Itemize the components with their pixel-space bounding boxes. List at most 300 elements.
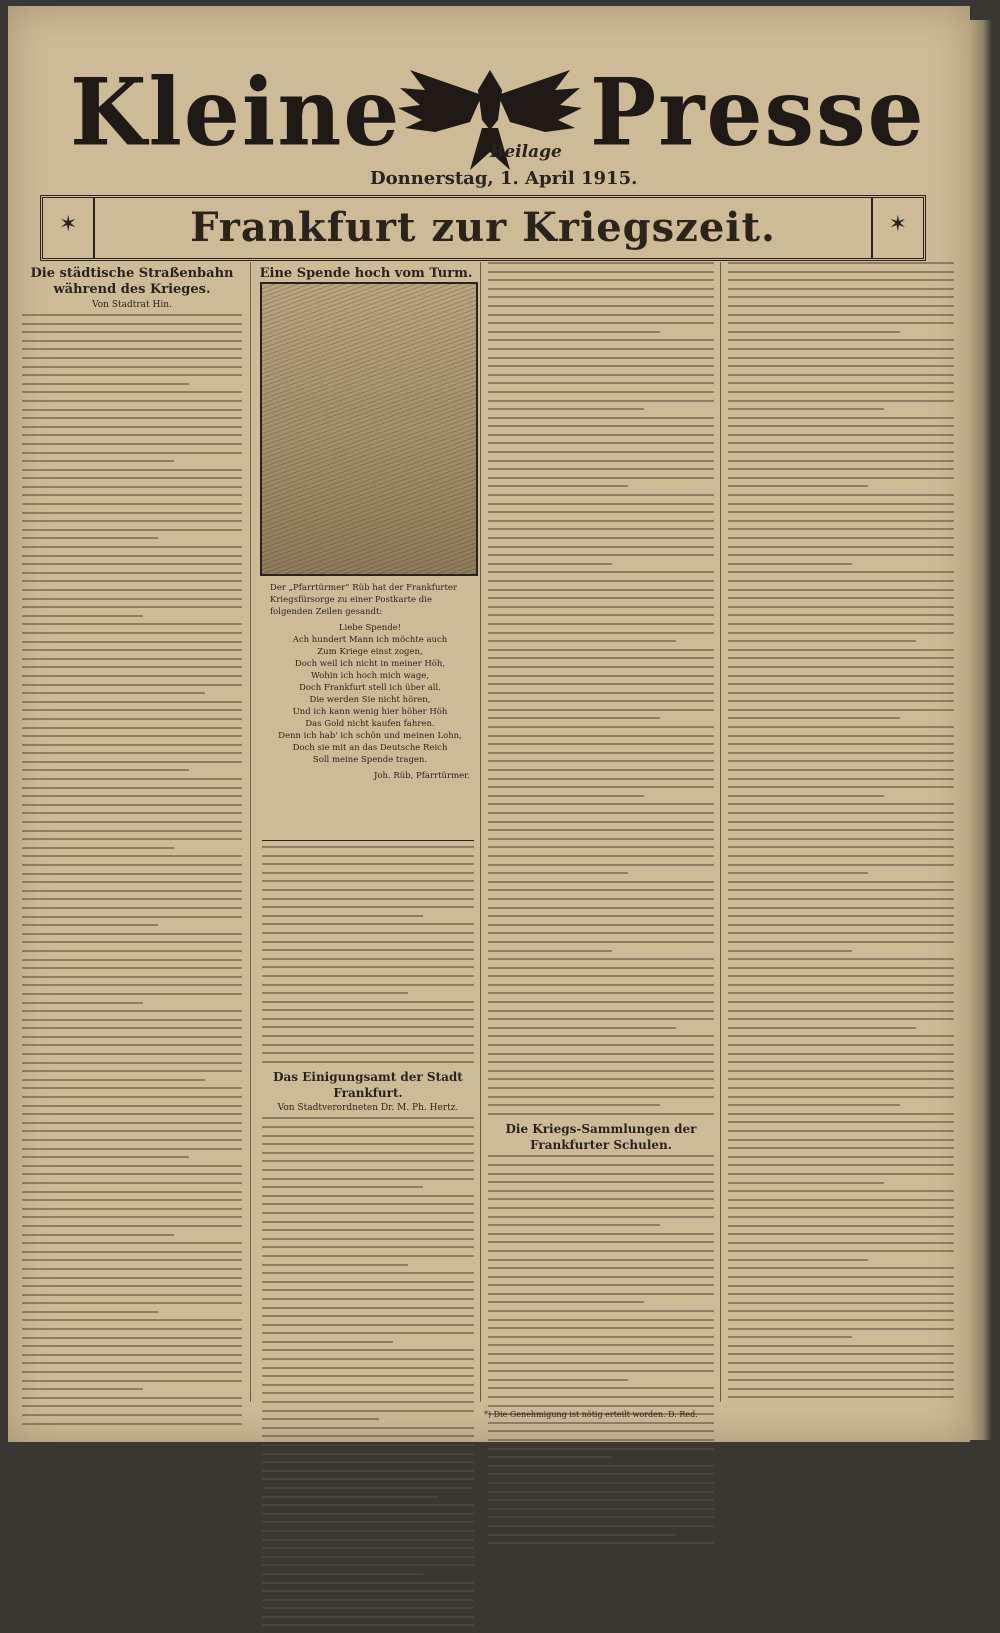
beilage-label: Beilage xyxy=(490,142,562,162)
poem-caption: Der „Pfarrtürmer“ Rüb hat der Frankfurter Kriegsfürsorge zu einer Postkarte die folgenden Zeilen gesandt: xyxy=(270,583,457,617)
text-line xyxy=(262,1264,408,1266)
text-line xyxy=(488,408,644,410)
text-line xyxy=(22,512,242,514)
text-line xyxy=(488,1010,714,1012)
text-line xyxy=(488,477,714,479)
text-line xyxy=(262,1212,474,1214)
text-line xyxy=(488,1491,714,1493)
text-line xyxy=(728,1199,954,1201)
text-line xyxy=(728,821,954,823)
text-line xyxy=(22,1156,189,1158)
text-line xyxy=(728,339,954,341)
text-line xyxy=(262,1435,474,1437)
text-line xyxy=(22,967,242,969)
tower-illustration xyxy=(260,282,478,576)
text-line xyxy=(488,829,714,831)
text-line xyxy=(488,1422,714,1424)
text-line xyxy=(22,804,242,806)
text-line xyxy=(262,1453,474,1455)
text-line xyxy=(728,571,954,573)
text-line xyxy=(488,1319,714,1321)
text-line xyxy=(22,873,242,875)
text-line xyxy=(262,1616,474,1618)
text-line xyxy=(488,640,676,642)
text-line xyxy=(488,958,714,960)
text-line xyxy=(728,1104,900,1106)
text-line xyxy=(728,864,954,866)
text-line xyxy=(22,1354,242,1356)
text-line xyxy=(488,846,714,848)
text-line xyxy=(262,1478,474,1480)
text-line xyxy=(728,924,954,926)
text-line xyxy=(728,391,954,393)
text-line xyxy=(22,391,242,393)
text-line xyxy=(728,709,954,711)
text-line xyxy=(22,933,242,935)
text-line xyxy=(728,1207,954,1209)
text-line xyxy=(262,1564,474,1566)
text-line xyxy=(488,503,714,505)
text-line xyxy=(728,537,954,539)
text-line xyxy=(728,1182,884,1184)
text-line xyxy=(728,907,954,909)
text-line xyxy=(262,1375,474,1377)
text-line xyxy=(262,1229,474,1231)
text-line xyxy=(728,632,954,634)
text-line xyxy=(262,1513,474,1515)
article-byline: Von Stadtverordneten Dr. M. Ph. Hertz. xyxy=(277,1103,459,1114)
text-line xyxy=(22,383,189,385)
text-line xyxy=(22,366,242,368)
text-line xyxy=(488,649,714,651)
text-line xyxy=(728,1362,954,1364)
text-line xyxy=(728,1233,954,1235)
text-line xyxy=(22,1062,242,1064)
text-line xyxy=(728,1035,954,1037)
column-rule xyxy=(480,262,481,1402)
text-line xyxy=(728,434,954,436)
text-line xyxy=(262,1444,474,1446)
text-line xyxy=(22,409,242,411)
article-body xyxy=(22,314,242,1425)
text-line xyxy=(488,1456,612,1458)
text-line xyxy=(262,915,423,917)
text-line xyxy=(262,1009,474,1011)
text-line xyxy=(488,1053,714,1055)
text-line xyxy=(22,830,242,832)
text-line xyxy=(22,916,242,918)
text-line xyxy=(488,1534,676,1536)
text-line xyxy=(728,795,884,797)
text-line xyxy=(22,1319,242,1321)
eagle-emblem-icon xyxy=(390,60,590,180)
text-line xyxy=(22,855,242,857)
text-line xyxy=(22,452,242,454)
text-line xyxy=(22,546,242,548)
text-line xyxy=(488,821,714,823)
text-line xyxy=(728,752,954,754)
text-line xyxy=(22,632,242,634)
text-line xyxy=(22,1380,242,1382)
column-3 xyxy=(488,262,714,1551)
text-line xyxy=(262,846,474,848)
column-2 xyxy=(258,262,474,284)
text-line xyxy=(488,1542,714,1544)
text-line xyxy=(262,1582,474,1584)
text-line xyxy=(488,1181,714,1183)
text-line xyxy=(22,769,189,771)
text-line xyxy=(728,408,884,410)
text-line xyxy=(262,1178,474,1180)
text-line xyxy=(22,477,242,479)
text-line xyxy=(728,1216,954,1218)
text-line xyxy=(488,571,714,573)
text-line xyxy=(488,1327,714,1329)
text-line xyxy=(488,606,714,608)
text-line xyxy=(22,761,242,763)
page-edge xyxy=(970,20,992,1440)
text-line xyxy=(22,443,242,445)
text-line xyxy=(262,1001,474,1003)
text-line xyxy=(488,374,714,376)
text-line xyxy=(262,1392,474,1394)
text-line xyxy=(728,829,954,831)
text-line xyxy=(262,1504,474,1506)
text-line xyxy=(488,348,714,350)
star-icon: ✶ xyxy=(888,212,907,237)
text-line xyxy=(728,932,954,934)
text-line xyxy=(488,614,714,616)
poem-line: Die werden Sie nicht hören, xyxy=(309,695,431,705)
text-line xyxy=(728,1267,954,1269)
text-line xyxy=(488,597,714,599)
text-line xyxy=(262,984,474,986)
text-line xyxy=(22,537,158,539)
text-line xyxy=(728,417,954,419)
text-line xyxy=(22,993,242,995)
text-line xyxy=(488,752,714,754)
text-line xyxy=(22,615,143,617)
text-line xyxy=(488,520,714,522)
star-icon: ✶ xyxy=(59,212,78,237)
text-line xyxy=(728,296,954,298)
text-line xyxy=(488,1430,714,1432)
text-line xyxy=(488,314,714,316)
text-line xyxy=(262,1410,474,1412)
text-line xyxy=(488,331,660,333)
text-line xyxy=(262,1324,474,1326)
text-line xyxy=(22,374,242,376)
text-line xyxy=(262,1349,474,1351)
text-line xyxy=(22,847,174,849)
text-line xyxy=(22,718,242,720)
text-line xyxy=(728,1353,954,1355)
article-body xyxy=(262,846,474,1063)
text-line xyxy=(22,1302,242,1304)
text-line xyxy=(262,1255,474,1257)
text-line xyxy=(488,1044,714,1046)
text-line xyxy=(728,666,954,668)
text-line xyxy=(262,1573,423,1575)
text-line xyxy=(488,451,714,453)
text-line xyxy=(488,442,714,444)
text-line xyxy=(488,417,714,419)
text-line xyxy=(488,1198,714,1200)
text-line xyxy=(262,1547,474,1549)
text-line xyxy=(728,778,954,780)
poem-line: Doch weil ich nicht in meiner Höh, xyxy=(294,659,446,669)
text-line xyxy=(488,1216,714,1218)
text-line xyxy=(728,803,954,805)
text-line xyxy=(488,1207,714,1209)
text-line xyxy=(22,907,242,909)
text-line xyxy=(488,855,714,857)
text-line xyxy=(488,743,714,745)
text-line xyxy=(728,614,954,616)
text-line xyxy=(22,434,242,436)
column-1 xyxy=(22,262,242,1431)
article-headline: Die städtische Straßenbahn während des Krieges. xyxy=(30,266,234,297)
text-line xyxy=(22,1019,242,1021)
text-line xyxy=(728,1027,916,1029)
text-line xyxy=(488,1224,660,1226)
text-line xyxy=(728,838,954,840)
text-line xyxy=(22,666,242,668)
text-line xyxy=(488,881,714,883)
text-line xyxy=(488,1078,714,1080)
text-line xyxy=(22,563,242,565)
text-line xyxy=(262,1052,474,1054)
text-line xyxy=(728,271,954,273)
text-line xyxy=(262,1624,474,1626)
text-line xyxy=(488,365,714,367)
text-line xyxy=(488,1336,714,1338)
article-byline: Von Stadtrat Hin. xyxy=(92,300,172,310)
text-line xyxy=(728,812,954,814)
text-line xyxy=(488,1267,714,1269)
text-line xyxy=(488,528,714,530)
poem-line: Denn ich hab' ich schön und meinen Lohn, xyxy=(278,731,462,741)
text-line xyxy=(262,1221,474,1223)
text-line xyxy=(262,1307,474,1309)
text-line xyxy=(488,941,714,943)
text-line xyxy=(22,494,242,496)
issue-date: Donnerstag, 1. April 1915. xyxy=(370,168,638,189)
text-line xyxy=(488,1001,714,1003)
text-line xyxy=(728,1147,954,1149)
text-line xyxy=(22,598,242,600)
text-line xyxy=(22,1053,242,1055)
text-line xyxy=(22,658,242,660)
text-line xyxy=(262,1401,474,1403)
article-body xyxy=(262,1117,474,1626)
text-line xyxy=(728,692,954,694)
text-line xyxy=(22,959,242,961)
text-line xyxy=(728,314,954,316)
text-line xyxy=(262,1470,474,1472)
text-line xyxy=(488,967,714,969)
text-line xyxy=(488,1190,714,1192)
text-line xyxy=(22,1294,242,1296)
text-line xyxy=(262,906,474,908)
text-line xyxy=(728,975,954,977)
text-line xyxy=(488,1310,714,1312)
text-line xyxy=(262,855,474,857)
text-line xyxy=(22,623,242,625)
text-line xyxy=(22,486,242,488)
article-headline: Das Einigungsamt der Stadt Frankfurt. xyxy=(273,1070,463,1101)
text-line xyxy=(488,1276,714,1278)
text-line xyxy=(488,889,714,891)
poem-line: Wohin ich hoch mich wage, xyxy=(310,671,430,681)
text-line xyxy=(22,812,242,814)
text-line xyxy=(728,528,954,530)
text-line xyxy=(728,1293,954,1295)
text-line xyxy=(488,1087,714,1089)
text-line xyxy=(488,1439,714,1441)
text-line xyxy=(262,1539,474,1541)
text-line xyxy=(488,537,714,539)
text-line xyxy=(22,941,242,943)
text-line xyxy=(22,314,242,316)
masthead-title-right: Presse xyxy=(590,57,926,167)
text-line xyxy=(728,305,954,307)
text-line xyxy=(728,683,954,685)
divider xyxy=(93,198,95,258)
text-line xyxy=(728,1139,954,1141)
text-line xyxy=(728,743,954,745)
text-line xyxy=(488,675,714,677)
text-line xyxy=(488,1233,714,1235)
text-line xyxy=(728,717,900,719)
text-line xyxy=(728,606,954,608)
text-line xyxy=(488,434,714,436)
text-line xyxy=(488,1284,714,1286)
text-line xyxy=(22,1148,242,1150)
text-line xyxy=(488,992,714,994)
text-line xyxy=(728,1113,954,1115)
text-line xyxy=(488,666,714,668)
text-line xyxy=(728,1044,954,1046)
text-line xyxy=(728,400,954,402)
text-line xyxy=(488,1250,714,1252)
text-line xyxy=(488,425,714,427)
text-line xyxy=(488,984,714,986)
text-line xyxy=(488,1405,714,1407)
text-line xyxy=(488,262,714,264)
text-line xyxy=(488,786,714,788)
text-line xyxy=(22,417,242,419)
text-line xyxy=(262,1018,474,1020)
text-line xyxy=(22,323,242,325)
text-line xyxy=(728,357,954,359)
text-line xyxy=(22,752,242,754)
text-line xyxy=(728,760,954,762)
text-line xyxy=(488,288,714,290)
text-line xyxy=(728,967,954,969)
text-line xyxy=(262,1281,474,1283)
text-line xyxy=(22,675,242,677)
text-line xyxy=(728,623,954,625)
text-line xyxy=(488,589,714,591)
poem-line: Soll meine Spende tragen. xyxy=(312,755,428,765)
text-line xyxy=(728,442,954,444)
text-line xyxy=(22,1070,242,1072)
text-line xyxy=(262,1384,474,1386)
masthead-title-left: Kleine xyxy=(70,57,402,167)
text-line xyxy=(488,554,714,556)
text-line xyxy=(22,331,242,333)
text-line xyxy=(488,1525,714,1527)
divider xyxy=(262,840,474,841)
text-line xyxy=(22,1216,242,1218)
text-line xyxy=(22,838,242,840)
text-line xyxy=(22,692,205,694)
poem-line: Doch Frankfurt stell ich über all. xyxy=(299,683,441,693)
text-line xyxy=(728,1070,954,1072)
text-line xyxy=(262,1298,474,1300)
text-line xyxy=(22,684,242,686)
text-line xyxy=(22,357,242,359)
text-line xyxy=(22,1371,242,1373)
text-line xyxy=(488,494,714,496)
text-line xyxy=(728,520,954,522)
text-line xyxy=(728,1173,954,1175)
text-line xyxy=(22,1191,242,1193)
text-line xyxy=(22,1362,242,1364)
text-line xyxy=(262,1358,474,1360)
text-line xyxy=(488,1473,714,1475)
text-line xyxy=(488,924,714,926)
text-line xyxy=(488,1362,714,1364)
footnote: *) Die Genehmigung ist nötig erteilt worden. D. Red. xyxy=(484,1410,698,1419)
text-line xyxy=(22,1199,242,1201)
text-line xyxy=(728,941,954,943)
text-line xyxy=(22,701,242,703)
text-line xyxy=(488,769,714,771)
text-line xyxy=(728,1302,954,1304)
text-line xyxy=(488,1293,714,1295)
text-line xyxy=(728,640,916,642)
text-line xyxy=(262,1556,474,1558)
text-line xyxy=(728,279,954,281)
text-line xyxy=(262,1195,474,1197)
text-line xyxy=(22,1234,174,1236)
text-line xyxy=(488,485,628,487)
text-line xyxy=(262,992,408,994)
text-line xyxy=(22,787,242,789)
text-line xyxy=(728,485,868,487)
text-line xyxy=(488,1465,714,1467)
column-rule xyxy=(250,262,251,1402)
text-line xyxy=(728,769,954,771)
text-line xyxy=(728,1345,954,1347)
text-line xyxy=(488,1508,714,1510)
text-line xyxy=(728,365,954,367)
text-line xyxy=(22,641,242,643)
text-line xyxy=(22,881,242,883)
text-line xyxy=(728,872,868,874)
text-line xyxy=(488,1516,714,1518)
text-line xyxy=(22,795,242,797)
text-line xyxy=(488,271,714,273)
text-line xyxy=(728,1018,954,1020)
text-line xyxy=(728,262,954,264)
text-line xyxy=(728,546,954,548)
poem-signature: Joh. Rüb, Pfarrtürmer. xyxy=(373,771,470,781)
text-line xyxy=(488,1104,660,1106)
text-line xyxy=(22,606,242,608)
